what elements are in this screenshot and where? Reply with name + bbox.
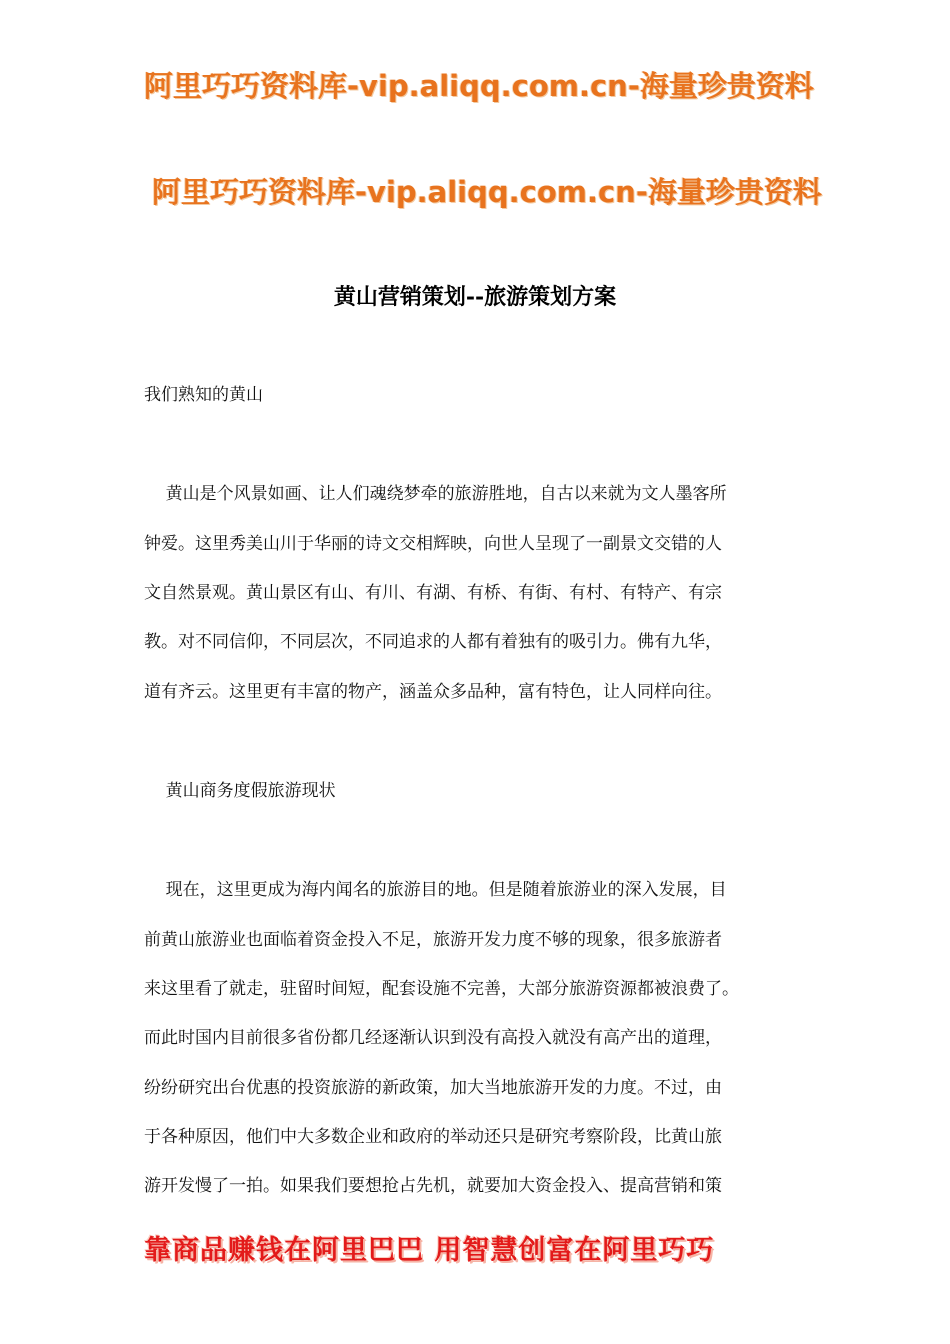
paragraph-line: 黄山是个风景如画、让人们魂绕梦牵的旅游胜地，自古以来就为文人墨客所	[144, 484, 727, 504]
section-heading: 黄山商务度假旅游现状	[144, 781, 336, 801]
paragraph-line: 而此时国内目前很多省份都几经逐渐认识到没有高投入就没有高产出的道理，	[144, 1028, 722, 1048]
header-banner-top: 阿里巧巧资料库-vip.aliqq.com.cn-海量珍贵资料	[144, 69, 814, 103]
paragraph-line: 道有齐云。这里更有丰富的物产，涵盖众多品种，富有特色，让人同样向往。	[144, 682, 722, 702]
paragraph-line: 教。对不同信仰，不同层次，不同追求的人都有着独有的吸引力。佛有九华，	[144, 632, 722, 652]
paragraph-line: 前黄山旅游业也面临着资金投入不足，旅游开发力度不够的现象，很多旅游者	[144, 930, 722, 950]
paragraph-line: 于各种原因，他们中大多数企业和政府的举动还只是研究考察阶段，比黄山旅	[144, 1127, 722, 1147]
paragraph-line: 纷纷研究出台优惠的投资旅游的新政策，加大当地旅游开发的力度。不过，由	[144, 1078, 722, 1098]
document-title: 黄山营销策划--旅游策划方案	[333, 284, 617, 310]
paragraph-line: 钟爱。这里秀美山川于华丽的诗文交相辉映，向世人呈现了一副景文交错的人	[144, 534, 722, 554]
paragraph-line: 游开发慢了一拍。如果我们要想抢占先机，就要加大资金投入、提高营销和策	[144, 1176, 722, 1196]
paragraph-line: 来这里看了就走，驻留时间短，配套设施不完善，大部分旅游资源都被浪费了。	[144, 979, 739, 999]
section-heading: 我们熟知的黄山	[144, 385, 263, 405]
paragraph-line: 文自然景观。黄山景区有山、有川、有湖、有桥、有街、有村、有特产、有宗	[144, 583, 722, 603]
header-banner-second: 阿里巧巧资料库-vip.aliqq.com.cn-海量珍贵资料	[152, 175, 822, 209]
paragraph-line: 现在，这里更成为海内闻名的旅游目的地。但是随着旅游业的深入发展，目	[144, 880, 727, 900]
footer-banner: 靠商品赚钱在阿里巴巴 用智慧创富在阿里巧巧	[144, 1235, 715, 1266]
